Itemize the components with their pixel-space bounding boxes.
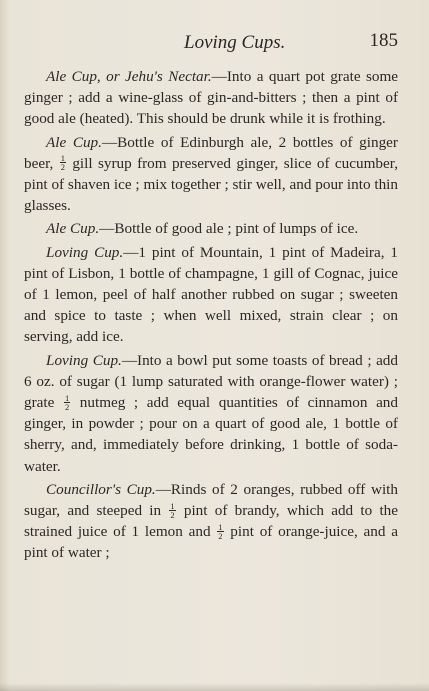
recipe-text: —1 pint of Mountain, 1 pint of Madeira, 1 pint of Lisbon, 1 bottle of champagne, 1 gill of Cognac, juice of 1 lemon, peel of half another rubbed on sugar ; sweeten and spice to taste ; when well mixed, strain clear ; on serving, add ice. (24, 243, 398, 346)
recipe-name: Councillor's Cup. (46, 480, 156, 498)
page-number: 185 (369, 30, 398, 51)
recipe-name: Loving Cup. (46, 351, 122, 369)
recipe-text: —Bottle of Edinburgh ale, 2 bottles of ginger beer, (24, 133, 398, 172)
recipe-loving-cup-toast (24, 350, 398, 477)
fraction-half: $\frac{1}{2}$ (218, 521, 223, 541)
recipe-text: nutmeg ; add equal quantities of cinnamon and ginger, in powder ; pour on a quart of good ale, 1 bottle of sherry, and, immediately before drinking, 1 bottle of soda-water. (24, 394, 398, 475)
fraction-half: $\frac{1}{2}$ (170, 500, 175, 520)
recipe-name: Ale Cup, or Jehu's Nectar. (46, 68, 212, 85)
recipe-loving-cup-wines (24, 242, 398, 348)
page-header (24, 30, 398, 56)
recipe-name: Ale Cup. (46, 220, 100, 238)
recipe-text: pint of brandy, which add to the strained juice of 1 lemon and (24, 502, 398, 541)
page-edge-shadow (0, 683, 429, 691)
recipe-ale-cup-ice (24, 218, 398, 239)
recipe-text: —Bottle of good ale ; pint of lumps of ice. (99, 220, 359, 238)
fraction-half: $\frac{1}{2}$ (60, 153, 65, 173)
recipe-text: gill syrup from preserved ginger, slice of cucumber, pint of shaven ice ; mix together ; stir well, and pour into thin glasses. (24, 154, 398, 215)
recipe-name: Ale Cup. (46, 133, 102, 151)
recipe-text: —Into a quart pot grate some ginger ; add a wine-glass of gin-and-bitters ; then a pint of good ale (heated). This should be drunk while it is frothing. (24, 68, 398, 128)
recipe-text: —Into a bowl put some toasts of bread ; add 6 oz. of sugar (1 lump saturated with orange-flower water) ; grate (24, 351, 398, 412)
recipe-ale-cup-jehus-nectar (24, 66, 398, 130)
recipe-councillors-cup (24, 479, 398, 564)
recipe-text-body (24, 66, 398, 566)
recipe-ale-cup-edinburgh (24, 132, 398, 217)
recipe-name: Loving Cup. (46, 243, 124, 261)
recipe-text: pint of orange-juice, and a pint of water ; (24, 523, 398, 562)
fraction-half: $\frac{1}{2}$ (64, 392, 70, 412)
running-title: Loving Cups. (184, 32, 286, 53)
recipe-text: —Rinds of 2 oranges, rubbed off with sugar, and steeped in (24, 480, 398, 520)
